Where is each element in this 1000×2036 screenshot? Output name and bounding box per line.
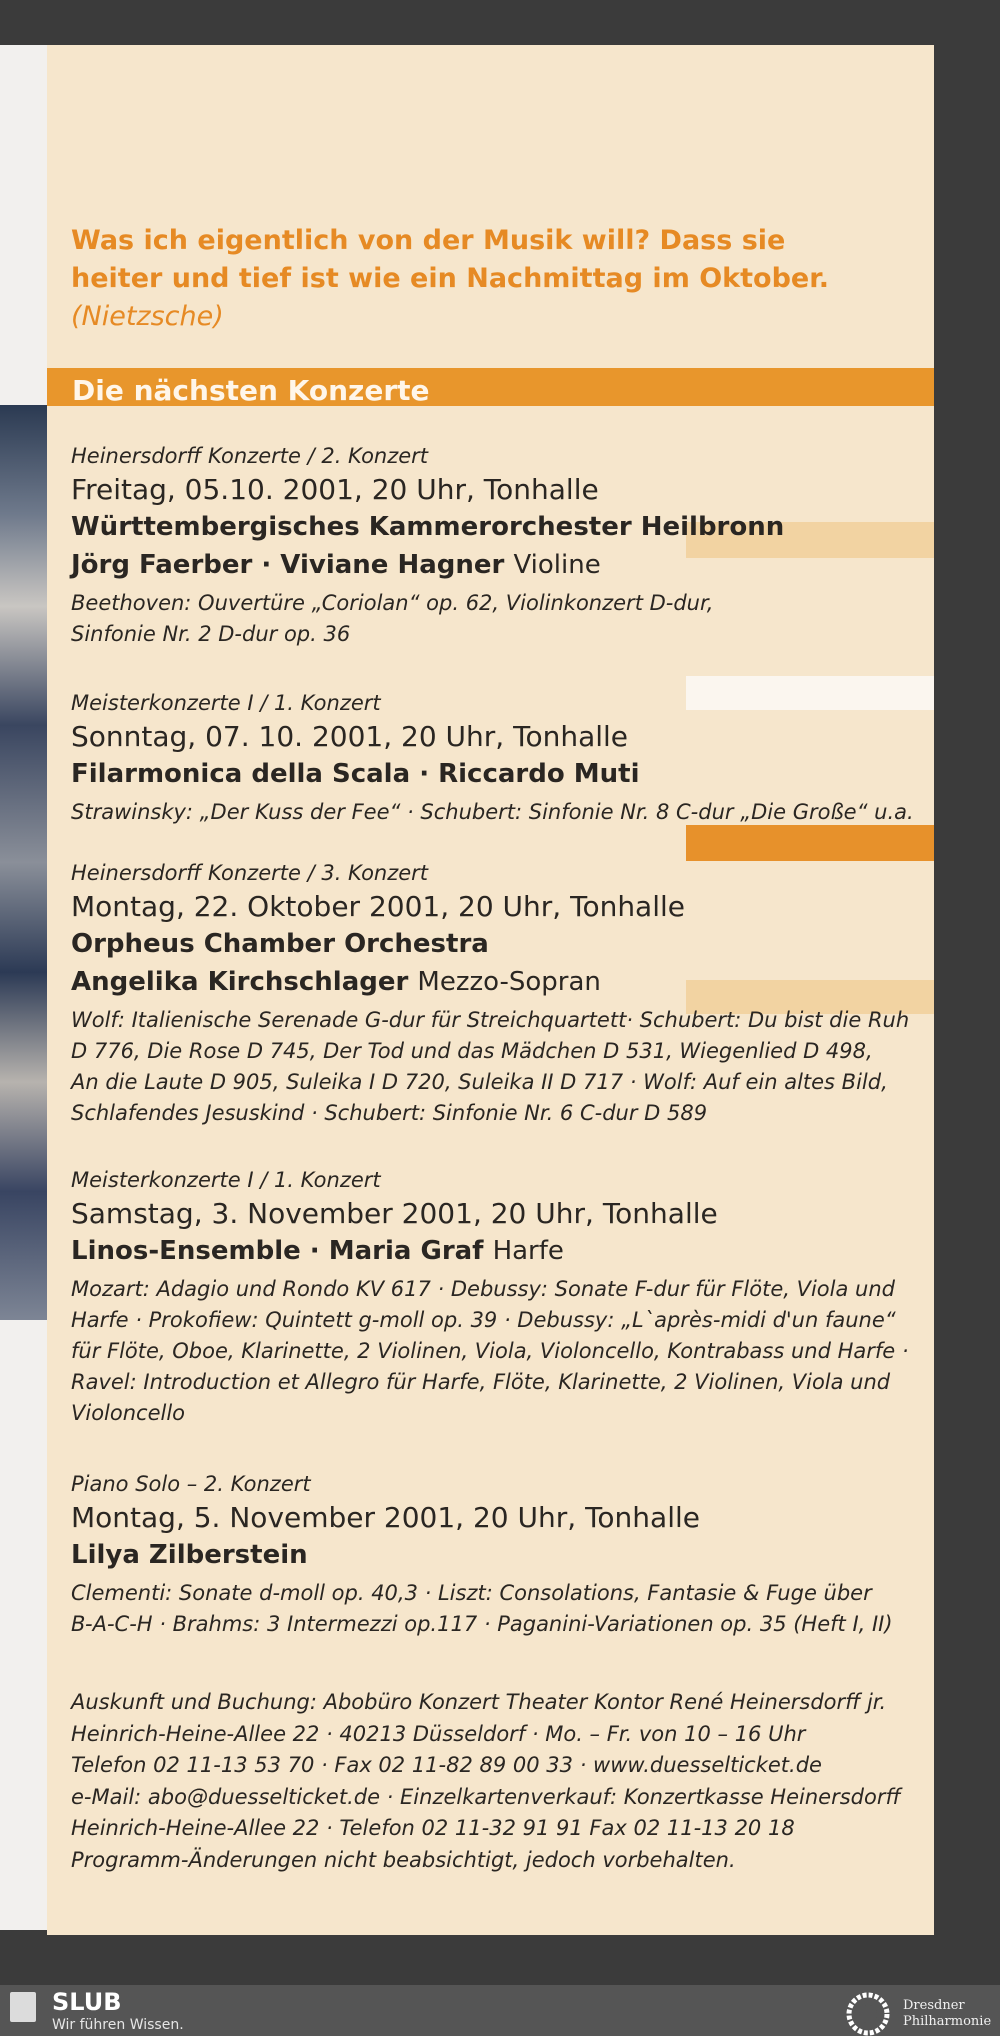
partner-line-1: Dresdner	[903, 1998, 965, 2013]
performer-names: Linos-Ensemble · Maria Graf	[71, 1236, 484, 1266]
soloist-role: Mezzo-Sopran	[417, 967, 601, 997]
program-line: Beethoven: Ouvertüre „Coriolan“ op. 62, Violinkonzert D-dur,	[71, 591, 714, 615]
slub-tagline: Wir führen Wissen.	[52, 2017, 184, 2033]
concert-entry	[71, 440, 931, 650]
program-line: Strawinsky: „Der Kuss der Fee“ · Schubert: Sinfonie Nr. 8 C-dur „Die Große“ u.a.	[71, 800, 914, 824]
section-title: Die nächsten Konzerte	[72, 374, 430, 407]
concert-series: Meisterkonzerte I / 1. Konzert	[71, 1168, 381, 1192]
program-line: Sinfonie Nr. 2 D-dur op. 36	[71, 622, 351, 646]
concert-program	[71, 1578, 931, 1640]
soloist-name: Angelika Kirchschlager	[71, 967, 409, 997]
concert-series: Heinersdorff Konzerte / 3. Konzert	[71, 861, 429, 885]
portrait-photo-fragment	[0, 405, 47, 1320]
concert-entry	[71, 1164, 931, 1429]
concert-entry	[71, 1468, 931, 1640]
decorative-bar	[686, 825, 934, 861]
contact-line: Telefon 02 11-13 53 70 · Fax 02 11-82 89 00 33 · www.duesselticket.de	[71, 1753, 822, 1777]
program-line: Wolf: Italienische Serenade G-dur für Streichquartett· Schubert: Du bist die Ruh	[71, 1008, 910, 1032]
program-line: B-A-C-H · Brahms: 3 Intermezzi op.117 · Paganini-Variationen op. 35 (Heft I, II)	[71, 1612, 893, 1636]
concert-entry	[71, 687, 931, 828]
concert-soloist	[71, 963, 931, 1001]
program-line: An die Laute D 905, Suleika I D 720, Suleika II D 717 · Wolf: Auf ein altes Bild,	[71, 1070, 888, 1094]
concert-soloist	[71, 546, 931, 584]
program-line: Schlafendes Jesuskind · Schubert: Sinfonie Nr. 6 C-dur D 589	[71, 1101, 708, 1125]
program-line: D 776, Die Rose D 745, Der Tod und das Mädchen D 531, Wiegenlied D 498,	[71, 1039, 873, 1063]
philharmonie-logo-icon	[846, 1992, 890, 2036]
concert-date: Freitag, 05.10. 2001, 20 Uhr, Tonhalle	[71, 473, 599, 506]
concert-date: Sonntag, 07. 10. 2001, 20 Uhr, Tonhalle	[71, 720, 629, 753]
concert-performers	[71, 1232, 931, 1270]
program-line: Ravel: Introduction et Allegro für Harfe, Flöte, Klarinette, 2 Violinen, Viola und	[71, 1370, 891, 1394]
concert-program	[71, 1274, 931, 1429]
concert-date: Montag, 22. Oktober 2001, 20 Uhr, Tonhalle	[71, 890, 686, 923]
soloist-role: Harfe	[492, 1236, 564, 1266]
program-line: Harfe · Prokofiew: Quintett g-moll op. 39 · Debussy: „L`après-midi d'un faune“	[71, 1308, 896, 1332]
partner-name	[903, 1998, 991, 2030]
concert-series: Piano Solo – 2. Konzert	[71, 1472, 311, 1496]
concert-series: Heinersdorff Konzerte / 2. Konzert	[71, 444, 429, 468]
concert-performers: Filarmonica della Scala · Riccardo Muti	[71, 759, 640, 789]
concert-performers: Orpheus Chamber Orchestra	[71, 929, 489, 959]
partner-line-2: Philharmonie	[903, 2014, 992, 2029]
quote-line-2: heiter und tief ist wie ein Nachmittag im Oktober.	[71, 263, 829, 294]
quote-author: (Nietzsche)	[71, 301, 224, 332]
program-line: für Flöte, Oboe, Klarinette, 2 Violinen, Viola, Violoncello, Kontrabass und Harfe ·	[71, 1339, 909, 1363]
concert-performers: Lilya Zilberstein	[71, 1540, 308, 1570]
contact-line: Auskunft und Buchung: Abobüro Konzert Theater Kontor René Heinersdorff jr.	[71, 1690, 887, 1714]
soloist-names: Jörg Faerber · Viviane Hagner	[71, 550, 505, 580]
contact-line: Heinrich-Heine-Allee 22 · 40213 Düsseldorf · Mo. – Fr. von 10 – 16 Uhr	[71, 1721, 806, 1746]
concert-series: Meisterkonzerte I / 1. Konzert	[71, 691, 381, 715]
concert-program	[71, 588, 931, 650]
quote-line-1: Was ich eigentlich von der Musik will? Dass sie	[71, 225, 786, 256]
contact-info	[71, 1687, 931, 1876]
program-line: Clementi: Sonate d-moll op. 40,3 · Liszt: Consolations, Fantasie & Fuge über	[71, 1581, 872, 1605]
concert-date: Samstag, 3. November 2001, 20 Uhr, Tonhalle	[71, 1197, 718, 1230]
concert-date: Montag, 5. November 2001, 20 Uhr, Tonhalle	[71, 1501, 700, 1534]
contact-line: e-Mail: abo@duesselticket.de · Einzelkartenverkauf: Konzertkasse Heinersdorff	[71, 1784, 901, 1809]
concert-program	[71, 797, 931, 828]
soloist-role: Violine	[513, 550, 601, 580]
quote-block	[71, 222, 931, 336]
concert-performers: Württembergisches Kammerorchester Heilbronn	[71, 512, 785, 542]
program-line: Violoncello	[71, 1401, 186, 1425]
slub-name: SLUB	[52, 1988, 122, 2016]
concert-program	[71, 1005, 931, 1129]
contact-line: Programm-Änderungen nicht beabsichtigt, jedoch vorbehalten.	[71, 1847, 736, 1872]
program-line: Mozart: Adagio und Rondo KV 617 · Debussy: Sonate F-dur für Flöte, Viola und	[71, 1277, 895, 1301]
contact-line: Heinrich-Heine-Allee 22 · Telefon 02 11-32 91 91 Fax 02 11-13 20 18	[71, 1816, 795, 1840]
slub-logo-icon	[10, 1992, 36, 2022]
concert-entry	[71, 857, 931, 1129]
